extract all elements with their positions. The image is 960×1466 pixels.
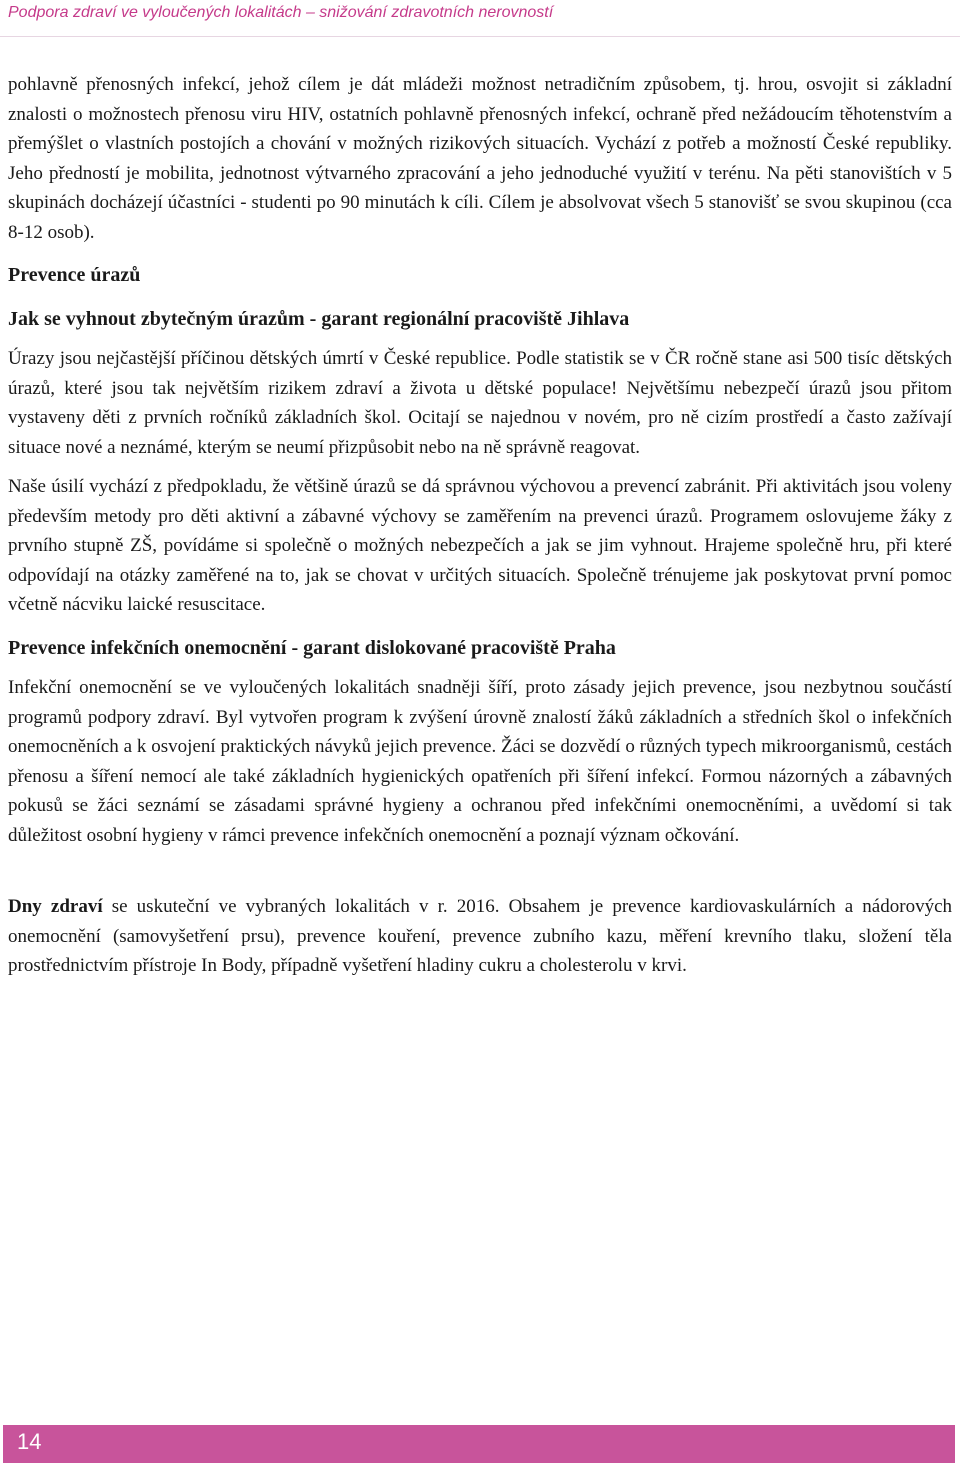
page-number: 14: [17, 1429, 42, 1454]
page-footer-bar: [3, 1425, 955, 1463]
health-days-lead: Dny zdraví: [8, 896, 103, 917]
heading-infection-prevention: Prevence infekčních onemocnění - garant dislokované pracoviště Praha: [8, 636, 616, 659]
injury-paragraph-1: Úrazy jsou nejčastější příčinou dětských úmrtí v České republice. Podle statistik se v ČR ročně stane asi 500 tisíc dětských úrazů, které jsou tak největším rizikem zdraví a života u dětské populace! Největšímu nebezpečí úrazů jsou přitom vystaveny děti z prvních ročníků základních škol. Ocitají se najednou v novém, pro ně cizím prostředí a často zažívají situace nové a neznámé, kterým se neumí přizpůsobit nebo na ně správně reagovat.: [8, 348, 952, 458]
heading-avoid-injuries: Jak se vyhnout zbytečným úrazům - garant regionální pracoviště Jihlava: [8, 307, 630, 330]
heading-injury-prevention: Prevence úrazů: [8, 264, 141, 286]
document-body: [8, 70, 952, 981]
infection-paragraph: Infekční onemocnění se ve vyloučených lokalitách snadněji šíří, proto zásady jejich prevence, jsou nezbytnou součástí programů podpory zdraví. Byl vytvořen program k zvýšení úrovně znalostí žáků základních a středních škol o infekčních onemocněních a k osvojení praktických návyků jejich prevence. Žáci se dozvědí o různých typech mikroorganismů, cestách přenosu a šíření nemocí ale také základních hygienických opatřeních při šíření infekcí. Formou názorných a zábavných pokusů se žáci seznámí se zásadami správné hygieny a ochranou před infekčními onemocněními, a uvědomí si tak důležitost osobní hygieny v rámci prevence infekčních onemocnění a poznají význam očkování.: [8, 677, 952, 846]
running-header-title: Podpora zdraví ve vyloučených lokalitách – snižování zdravotních nerovností: [8, 4, 554, 21]
health-days-text: se uskuteční ve vybraných lokalitách v r. 2016. Obsahem je prevence kardiovaskulárních a nádorových onemocnění (samovyšetření prsu), prevence kouření, prevence zubního kazu, měření krevního tlaku, složení těla prostřednictvím přístroje In Body, případně vyšetření hladiny cukru a cholesterolu v krvi.: [8, 896, 952, 976]
intro-paragraph: pohlavně přenosných infekcí, jehož cílem je dát mládeži možnost netradičním způsobem, tj. hrou, osvojit si základní znalosti o možnostech přenosu viru HIV, ostatních pohlavně přenosných infekcí, ochraně před nežádoucím těhotenstvím a přemýšlet o vlastních postojích a chování v možných rizikových situacích. Vychází z potřeb a možností České republiky. Jeho předností je mobilita, jednotnost výtvarného zpracování a jeho jednoduché využití v terénu. Na pěti stanovištích v 5 skupinách docházejí účastníci - studenti po 90 minutách k cíli. Cílem je absolvovat všech 5 stanovišť se svou skupinou (cca 8-12 osob).: [8, 74, 952, 243]
health-days-paragraph: [8, 892, 952, 981]
page-header: [0, 0, 960, 37]
injury-paragraph-2: Naše úsilí vychází z předpokladu, že většině úrazů se dá správnou výchovou a prevencí zabránit. Při aktivitách jsou voleny především metody pro děti aktivní a zábavné výchovy se zaměřením na prevenci úrazů. Programem oslovujeme žáky z prvního stupně ZŠ, povídáme si společně o možných nebezpečích a jak se jim vyhnout. Hrajeme společně hru, při které odpovídají na otázky zaměřené na to, jak se chovat v určitých situacích. Společně trénujeme jak poskytovat první pomoc včetně nácviku laické resuscitace.: [8, 476, 952, 615]
